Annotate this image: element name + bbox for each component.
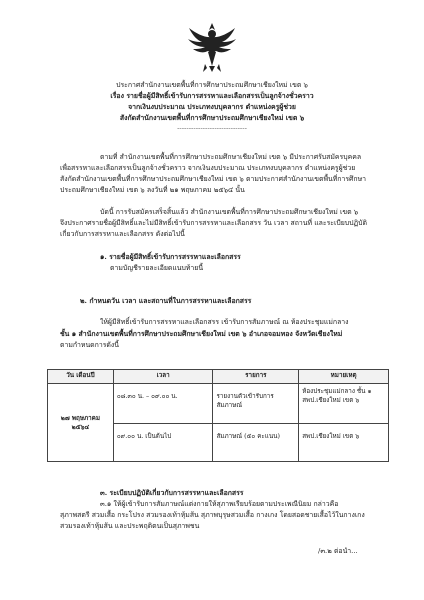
section3-title: ๓. ระเบียบปฏิบัติเกี่ยวกับการสรรหาและเลือกสรร: [100, 489, 244, 497]
schedule-table: [47, 369, 389, 462]
note-line1: ห้องประชุมแม่กลาง ชั้น ๑: [302, 388, 372, 395]
section3-line3: สวมรองเท้าหุ้มส้น และประพฤติตนเป็นสุภาพชน: [60, 522, 200, 530]
divider: ------------------------------: [177, 124, 247, 132]
announcement-subject-line3: สังกัดสำนักงานเขตพื้นที่การศึกษาประถมศึกษาเชียงใหม่ เขต ๖: [119, 114, 305, 122]
time-cell: ๐๘.๓๐ น. – ๐๙.๐๐ น.: [113, 384, 213, 424]
para1-line3: สังกัดสำนักงานเขตพื้นที่การศึกษาประถมศึกษาเชียงใหม่ เขต ๖ ตามประกาศสำนักงานเขตพื้นที่การศึกษา: [60, 175, 366, 183]
date-line2: ๒๕๖๔: [71, 423, 90, 431]
header-time: เวลา: [113, 370, 213, 384]
para2-line1: บัดนี้ การรับสมัครเสร็จสิ้นแล้ว สำนักงานเขตพื้นที่การศึกษาประถมศึกษาเชียงใหม่ เขต ๖: [100, 208, 359, 216]
announcement-subject-line2: จากเงินงบประมาณ ประเภทงบบุคลากร ตำแหน่งครูผู้ช่วย: [128, 103, 296, 111]
section2-line1: ให้ผู้มีสิทธิ์เข้ารับการสรรหาและเลือกสรร เข้ารับการสัมภาษณ์ ณ ห้องประชุมแม่กลาง: [100, 318, 349, 326]
item-cell: สัมภาษณ์ (๕๐ คะแนน): [213, 424, 299, 462]
announcement-title: ประกาศสำนักงานเขตพื้นที่การศึกษาประถมศึกษาเชียงใหม่ เขต ๖: [116, 81, 308, 89]
header-item: รายการ: [213, 370, 299, 384]
garuda-emblem-icon: [185, 20, 239, 74]
announcement-subject: เรื่อง รายชื่อผู้มีสิทธิ์เข้ารับการสรรหาและเลือกสรรเป็นลูกจ้างชั่วคราว: [110, 92, 314, 100]
item-cell: รายงานตัวเข้ารับการสัมภาษณ์: [213, 384, 299, 424]
header-note: หมายเหตุ: [299, 370, 389, 384]
note-line2: สพป.เชียงใหม่ เขต ๖: [302, 397, 360, 404]
section3-line1: ๓.๑ ให้ผู้เข้ารับการสัมภาษณ์แต่งกายให้สุภาพเรียบร้อยตามประเพณีนิยม กล่าวคือ: [100, 500, 339, 508]
section3-line2: สุภาพสตรี สวมเสื้อ กระโปรง สวมรองเท้าหุ้มส้น สุภาพบุรุษสวมเสื้อ กางเกง โดยสอดชายเสื้อไว้ในกางเกง: [60, 511, 365, 519]
continuation-note: /๓.๒ ต่อนำ...: [318, 547, 358, 555]
time-cell: ๐๙.๐๐ น. เป็นต้นไป: [113, 424, 213, 462]
para1-line1: ตามที่ สำนักงานเขตพื้นที่การศึกษาประถมศึกษาเชียงใหม่ เขต ๖ มีประกาศรับสมัครบุคคล: [100, 153, 362, 161]
section2-line3: ตามกำหนดการดังนี้: [60, 341, 119, 349]
para1-line2: เพื่อสรรหาและเลือกสรรเป็นลูกจ้างชั่วคราว จากเงินงบประมาณ ประเภทงบบุคลากร ตำแหน่งครูผู้ช่วย: [60, 164, 356, 172]
para2-line2: จึงประกาศรายชื่อผู้มีสิทธิ์และไม่มีสิทธิ์เข้ารับการสรรหาและเลือกสรร วัน เวลา สถานที่ และระเบียบปฏิบัติ: [60, 219, 367, 227]
note-cell: [299, 384, 389, 424]
table-header-row: [48, 370, 389, 384]
date-line1: ๒๗ พฤษภาคม: [60, 414, 101, 422]
section1-title: ๑. รายชื่อผู้มีสิทธิ์เข้ารับการสรรหาและเลือกสรร: [100, 253, 241, 261]
header-date: วัน เดือนปี: [48, 370, 114, 384]
table-row: [48, 384, 389, 424]
para1-line4: ประถมศึกษาเชียงใหม่ เขต ๖ ลงวันที่ ๒๑ พฤษภาคม ๒๕๖๔ นั้น: [60, 186, 245, 194]
note-cell: สพป.เชียงใหม่ เขต ๖: [299, 424, 389, 462]
section1-body: ตามบัญชีรายละเอียดแนบท้ายนี้: [110, 264, 204, 272]
para2-line3: เกี่ยวกับการสรรหาและเลือกสรร ดังต่อไปนี้: [60, 230, 185, 238]
date-cell: [48, 384, 114, 462]
section2-line2: ชั้น ๑ สำนักงานเขตพื้นที่การศึกษาประถมศึกษาเชียงใหม่ เขต ๖ อำเภอจอมทอง จังหวัดเชียงใหม่: [60, 330, 343, 338]
section2-title: ๒. กำหนดวัน เวลา และสถานที่ในการสรรหาและเลือกสรร: [80, 297, 252, 305]
